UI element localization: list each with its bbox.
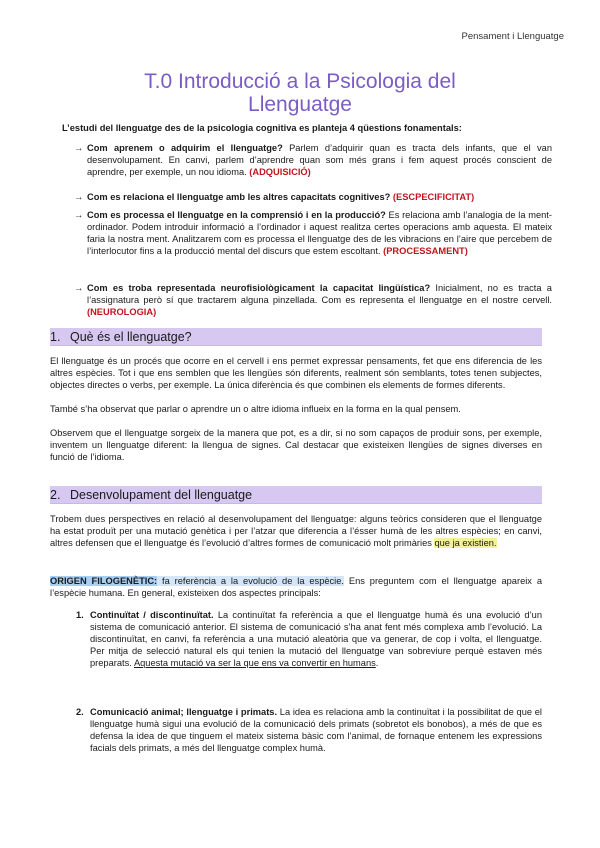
item-label: Comunicació animal; llenguatge i primats. xyxy=(90,707,278,717)
section-number: 2. xyxy=(50,488,61,502)
question-tag: (ESCPECIFICITAT) xyxy=(392,192,475,202)
item-body: La idea es relaciona amb la continuïtat i la possibilitat de que el llenguatge humà sigui una evolució de la comunicació dels primats (sobretot els bonobos), a més de que es defensa la idea de que tinguem el mateix sistema bàsic com l’animal, de fornaque entenem les expressions facials dels primats, a més del llenguatge complex humà. xyxy=(90,707,543,754)
section-heading-1 xyxy=(50,328,542,346)
origin-label: ORIGEN FILOGENÈTIC: xyxy=(50,576,158,586)
paragraph-text: Ens preguntem com el llenguatge apareix a l’espècie humana. En general, existeixen dos aspectes principals: xyxy=(50,576,543,599)
question-body: Inicialment, no es tracta a l’assignatura però sí que tractarem alguna pinzellada. Com es representa el llenguatge en el nostre cervell. xyxy=(87,283,552,305)
arrow-icon: → xyxy=(74,210,84,220)
question-tag: (NEUROLOGIA) xyxy=(87,307,157,317)
intro-statement: L’estudi del llenguatge des de la psicologia cognitiva es planteja 4 qüestions fonamentals: xyxy=(62,123,462,133)
highlighted-text: fa referència a la evolució de la espècie. xyxy=(157,576,345,586)
question-body: Es relaciona amb l’analogia de la ment-ordinador. Podem introduir informació a l’ordinador i aquest realitza certes operacions amb aquesta. El mateix faria la nostra ment. Analitzarem com es processa el llenguatge des de les vibracions en l’aire que percebem de l’interlocutor fins a la producció mental del discurs que estem escoltant. xyxy=(87,210,552,256)
underlined-text: Aquesta mutació va ser la que ens va convertir en humans xyxy=(133,658,376,669)
question-text: Com es processa el llenguatge en la comprensió i en la producció? xyxy=(87,210,386,220)
highlighted-text: que ja existien. xyxy=(434,538,497,549)
item-body: La continuïtat fa referència a que el llenguatge humà és una evolució d’un sistema de comunicació anterior. El sistema de comunicació s’ha anat fent més complexa amb l’evolució. La discontinuïtat, en canvi, fa referència a una mutació aleatòria que va generar, de cop i volta, el llenguatge. Per mitja de selecció natural els qui tenien la mutació del llenguatge van sobreviure perquè estaven més preparats. xyxy=(90,610,542,669)
arrow-icon: → xyxy=(74,143,84,153)
question-item xyxy=(74,282,552,318)
list-item xyxy=(76,609,542,669)
document-title xyxy=(0,70,600,116)
title-line-1: T.0 Introducció a la Psicologia del xyxy=(144,70,456,93)
section-heading-2 xyxy=(50,486,542,504)
section-title: Desenvolupament del llenguatge xyxy=(70,488,253,502)
question-item xyxy=(74,142,552,178)
arrow-icon: → xyxy=(74,192,84,202)
running-header: Pensament i Llenguatge xyxy=(461,31,564,42)
question-text: Com es relaciona el llenguatge amb les altres capacitats cognitives? xyxy=(87,192,391,202)
paragraph: El llenguatge és un procés que ocorre en el cervell i ens permet expressar pensaments, fet que ens diferencia de les altres espècies. Tot i que ens semblen que les llengües són diferents, realment són semblants, totes tenen subjectes, objectes directes o verbs, per exemple. La única diferència és que combinen els elements de formes diferents. xyxy=(50,356,542,391)
question-item xyxy=(74,191,552,203)
section-number: 1. xyxy=(50,330,61,344)
title-line-2: Llenguatge xyxy=(248,93,352,116)
paragraph-text: Trobem dues perspectives en relació al desenvolupament del llenguatge: alguns teòrics consideren que el llenguatge ha estat produït per una mutació genètica i per l’atzar que diferencia a l’ésser humà de les altres espècies; en canvi, altres defensen que el llenguatge és l’evolució d’altres formes de comunicació molt primàries xyxy=(50,514,542,549)
question-body: Parlem d’adquirir quan es tracta dels infants, que el van desenvolupament. En canvi, parlem d’aprendre quan som més grans i fem aquest procés conscient de aprendre, per exemple, un nou idioma. xyxy=(87,143,552,177)
arrow-icon: → xyxy=(74,283,84,293)
item-number: 2. xyxy=(76,707,84,717)
item-number: 1. xyxy=(76,610,84,620)
question-text: Com aprenem o adquirim el llenguatge? xyxy=(87,143,283,153)
item-end: . xyxy=(375,658,379,669)
origin-paragraph xyxy=(50,575,542,599)
question-tag: (ADQUISICIÓ) xyxy=(249,167,311,177)
list-item xyxy=(76,706,542,754)
item-label: Continuïtat / discontinuïtat. xyxy=(90,610,214,620)
question-tag: (PROCESSAMENT) xyxy=(383,246,468,256)
question-text: Com es troba representada neurofisiològicament la capacitat lingüística? xyxy=(87,283,431,293)
paragraph: També s’ha observat que parlar o aprendre un o altre idioma influeix en la forma en la qual pensem. xyxy=(50,404,461,414)
question-item xyxy=(74,209,552,257)
paragraph xyxy=(50,513,542,549)
paragraph: Observem que el llenguatge sorgeix de la manera que pot, es a dir, si no som capaços de produir sons, per exemple, inventem un llenguatge diferent: la llengua de signes. Cal destacar que existeixen llengües de signes diverses en funció de l’idioma. xyxy=(50,428,542,463)
section-title: Què és el llenguatge? xyxy=(70,330,192,344)
